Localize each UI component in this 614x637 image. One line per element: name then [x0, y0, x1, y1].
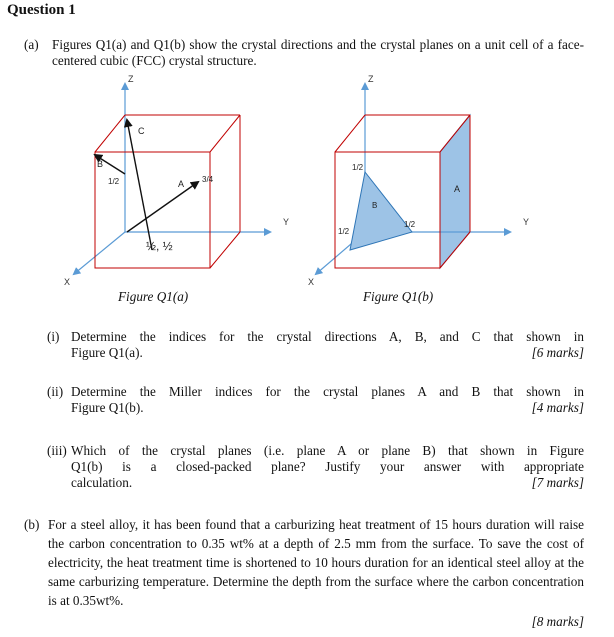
figure-a-caption: Figure Q1(a) [118, 289, 189, 304]
sub-question-i [47, 329, 584, 363]
sub-iii-line1: Which of the crystal planes (i.e. plane A or plane B) that shown in Figure [71, 443, 584, 458]
fig-a-label-three-quarters: 3/4 [202, 175, 214, 184]
fig-a-label-half: 1/2 [108, 177, 120, 186]
fig-a-z-label: Z [128, 74, 134, 84]
figure-b-caption: Figure Q1(b) [363, 289, 434, 304]
fig-b-plane-b [350, 172, 412, 250]
part-b-text: For a steel alloy, it has been found that a carburizing heat treatment of 15 hours duration will raise the carbon concentration to 0.35 wt% at a depth of 2.5 mm from the surface. To save the cost of electricity, the heat treatment time is shortened to 10 hours duration for an identical steel alloy at the same carburizing temperature. Determine the depth from the surface where the carbon concentration is at 0.35wt%. [48, 517, 584, 608]
part-b-label: (b) [24, 517, 40, 532]
fig-a-label-b: B [97, 159, 104, 169]
fig-b-label-half-left: 1/2 [338, 227, 350, 236]
fig-b-plane-a-label: A [454, 184, 461, 194]
fig-b-plane-b-label: B [372, 201, 378, 210]
fig-a-direction-a [127, 182, 198, 232]
sub-iii-marks: [7 marks] [531, 475, 584, 490]
sub-question-iii [47, 443, 584, 493]
fig-b-y-label: Y [523, 217, 530, 227]
sub-iii-line2: Q1(b) is a closed-packed plane? Justify your answer with appropriate [71, 459, 584, 474]
question-title: Question 1 [7, 2, 76, 18]
figure-a [64, 74, 289, 287]
sub-i-marks: [6 marks] [531, 345, 584, 360]
part-a-label: (a) [24, 37, 39, 52]
fig-a-label-a: A [178, 179, 185, 189]
sub-ii-marks: [4 marks] [531, 400, 584, 415]
fig-a-direction-c [127, 120, 152, 250]
sub-question-ii [47, 384, 584, 418]
sub-i-line2: Figure Q1(a). [71, 345, 143, 360]
fig-a-label-c: C [138, 126, 145, 136]
fig-b-z-label: Z [368, 74, 374, 84]
sub-i-line1: Determine the indices for the crystal directions A, B, and C that shown in [71, 329, 584, 344]
fig-b-label-half-right: 1/2 [404, 220, 416, 229]
fig-a-x-label: X [64, 277, 71, 287]
part-b-marks: [8 marks] [531, 614, 584, 629]
fig-b-x-label: X [308, 277, 315, 287]
fig-a-cube-edge [95, 115, 125, 152]
sub-i-label: (i) [47, 329, 60, 344]
sub-ii-label: (ii) [47, 384, 64, 399]
fig-a-cube-edge [210, 115, 240, 152]
sub-ii-line2: Figure Q1(b). [71, 400, 144, 415]
fig-a-y-label: Y [283, 217, 290, 227]
fig-b-cube-edge [335, 115, 365, 152]
sub-iii-label: (iii) [47, 443, 67, 458]
sub-ii-line1: Determine the Miller indices for the crystal planes A and B that shown in [71, 384, 584, 399]
figures [0, 0, 614, 300]
part-a-text: Figures Q1(a) and Q1(b) show the crystal directions and the crystal planes on a unit cell of a face-centered cubic (FCC) crystal structure. [52, 37, 584, 68]
fig-a-cube-edge [210, 232, 240, 268]
fig-b-label-half-top: 1/2 [352, 163, 364, 172]
figure-b [308, 74, 529, 287]
sub-iii-line3: calculation. [71, 475, 133, 490]
fig-a-label-half-half: ½, ½ [146, 239, 173, 253]
